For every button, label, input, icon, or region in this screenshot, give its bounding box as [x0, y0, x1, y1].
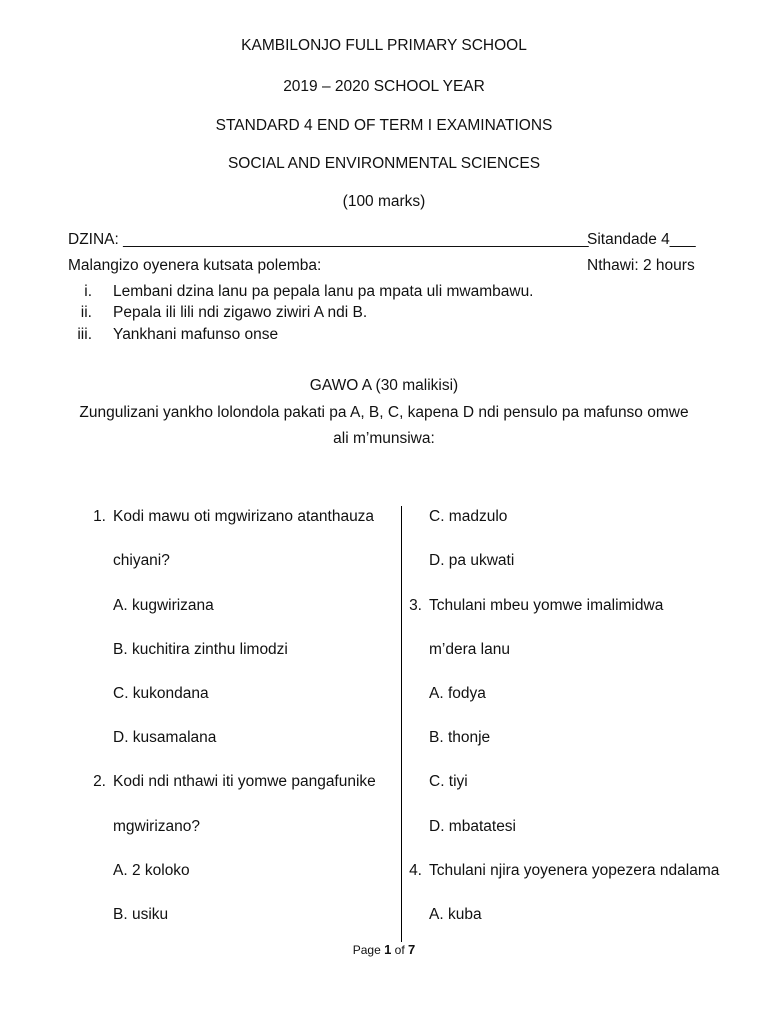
school-year: 2019 – 2020 SCHOOL YEAR — [283, 78, 485, 95]
question-number: 1. — [93, 508, 106, 525]
question-text: Tchulani njira yoyenera yopezera ndalama — [429, 862, 720, 879]
question-text: m’dera lanu — [429, 641, 510, 658]
answer-option: A. 2 koloko — [113, 862, 190, 879]
question-text: Kodi mawu oti mgwirizano atanthauza — [113, 508, 375, 525]
question-number: 2. — [93, 773, 106, 790]
subject-title: SOCIAL AND ENVIRONMENTAL SCIENCES — [227, 155, 541, 172]
answer-option: D. pa ukwati — [429, 552, 515, 569]
answer-option: D. mbatatesi — [429, 818, 517, 835]
answer-option: B. thonje — [429, 729, 491, 746]
instruction-text: Lembani dzina lanu pa pepala lanu pa mpata uli mwambawu. — [113, 283, 534, 300]
answer-option: A. kuba — [429, 906, 482, 923]
section-instruction-line-2: ali m’munsiwa: — [333, 430, 435, 447]
name-field-label: DZINA: ______________________________________________________ — [68, 231, 589, 248]
section-title: GAWO A (30 malikisi) — [309, 377, 459, 394]
question-text: chiyani? — [113, 552, 170, 569]
answer-option: C. tiyi — [429, 773, 468, 790]
question-text: mgwirizano? — [113, 818, 201, 835]
time-label: Nthawi: 2 hours — [587, 257, 695, 274]
question-text: Kodi ndi nthawi iti yomwe pangafunike — [113, 773, 376, 790]
answer-option: A. kugwirizana — [113, 597, 214, 614]
instruction-number: iii. — [77, 326, 92, 343]
school-name: KAMBILONJO FULL PRIMARY SCHOOL — [241, 37, 527, 54]
answer-option: B. kuchitira zinthu limodzi — [113, 641, 288, 658]
page-number: 1 — [384, 942, 392, 957]
question-number: 4. — [409, 862, 422, 879]
answer-option: D. kusamalana — [113, 729, 217, 746]
of-word: of — [394, 943, 405, 957]
instruction-text: Pepala ili lili ndi zigawo ziwiri A ndi B. — [113, 304, 368, 321]
answer-option: C. madzulo — [429, 508, 508, 525]
answer-option: A. fodya — [429, 685, 486, 702]
instructions-label: Malangizo oyenera kutsata polemba: — [68, 257, 322, 274]
section-instruction-line-1: Zungulizani yankho lolondola pakati pa A, B, C, kapena D ndi pensulo pa mafunso omwe — [79, 404, 689, 421]
standard-label: Sitandade 4___ — [587, 231, 696, 248]
answer-option: B. usiku — [113, 906, 169, 923]
exam-title: STANDARD 4 END OF TERM I EXAMINATIONS — [215, 117, 553, 134]
question-text: Tchulani mbeu yomwe imalimidwa — [429, 597, 664, 614]
question-number: 3. — [409, 597, 422, 614]
total-marks: (100 marks) — [342, 193, 426, 210]
page-word: Page — [352, 943, 381, 957]
total-pages: 7 — [408, 942, 416, 957]
instruction-number: i. — [84, 283, 92, 300]
instruction-number: ii. — [80, 304, 92, 321]
instruction-text: Yankhani mafunso onse — [113, 326, 279, 343]
page-footer — [0, 942, 768, 957]
answer-option: C. kukondana — [113, 685, 209, 702]
